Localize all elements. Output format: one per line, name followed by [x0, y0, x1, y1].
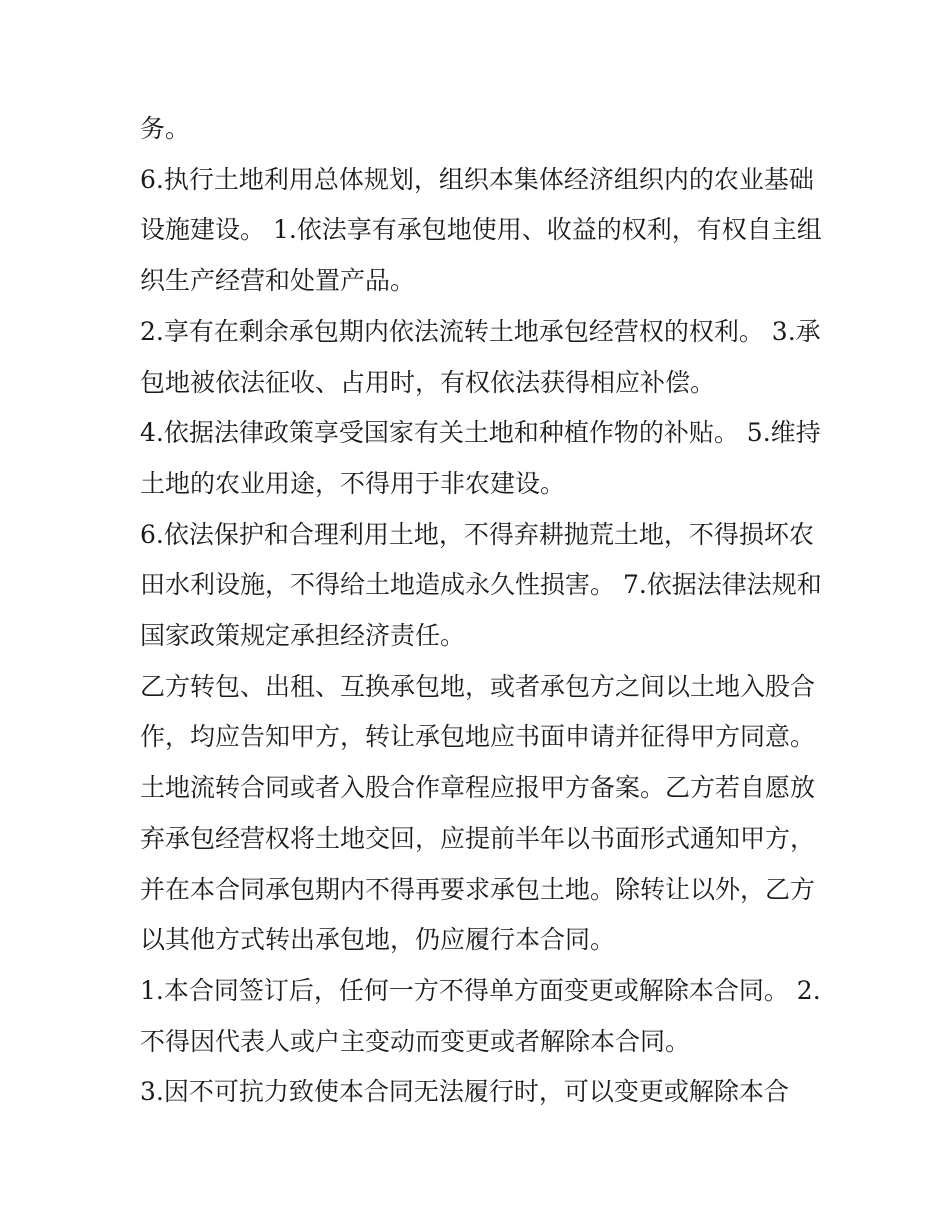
text-line: 2.享有在剩余承包期内依法流转土地承包经营权的权利。 3.承: [140, 316, 821, 346]
text-line: 3.因不可抗力致使本合同无法履行时，可以变更或解除本合: [140, 1077, 789, 1107]
document-body: [140, 104, 820, 1118]
text-line: 以其他方式转出承包地，仍应履行本合同。: [140, 925, 616, 955]
text-line: 作，均应告知甲方，转让承包地应书面申请并征得甲方同意。: [140, 722, 816, 752]
text-line: 不得因代表人或户主变动而变更或者解除本合同。: [140, 1026, 691, 1056]
text-line: 织生产经营和处置产品。: [140, 266, 416, 296]
text-line: 国家政策规定承担经济责任。: [140, 621, 466, 651]
text-line: 6.依法保护和合理利用土地，不得弃耕抛荒土地，不得损坏农: [140, 519, 814, 549]
text-line: 包地被依法征收、占用时，有权依法获得相应补偿。: [140, 367, 716, 397]
text-line: 乙方转包、出租、互换承包地，或者承包方之间以土地入股合: [140, 671, 816, 701]
text-line: 田水利设施，不得给土地造成永久性损害。 7.依据法律法规和: [140, 570, 822, 600]
text-line: 4.依据法律政策享受国家有关土地和种植作物的补贴。 5.维持: [140, 418, 821, 448]
text-line: 务。: [140, 114, 191, 143]
text-line: 并在本合同承包期内不得再要求承包土地。除转让以外，乙方: [140, 874, 816, 904]
text-line: 设施建设。 1.依法享有承包地使用、收益的权利，有权自主组: [140, 215, 822, 245]
text-line: 土地流转合同或者入股合作章程应报甲方备案。乙方若自愿放: [140, 773, 816, 803]
text-line: 1.本合同签订后，任何一方不得单方面变更或解除本合同。 2.: [140, 975, 821, 1005]
text-line: 6.执行土地利用总体规划，组织本集体经济组织内的农业基础: [140, 164, 814, 194]
text-line: 土地的农业用途，不得用于非农建设。: [140, 468, 566, 498]
text-line: 弃承包经营权将土地交回，应提前半年以书面形式通知甲方，: [140, 823, 816, 853]
